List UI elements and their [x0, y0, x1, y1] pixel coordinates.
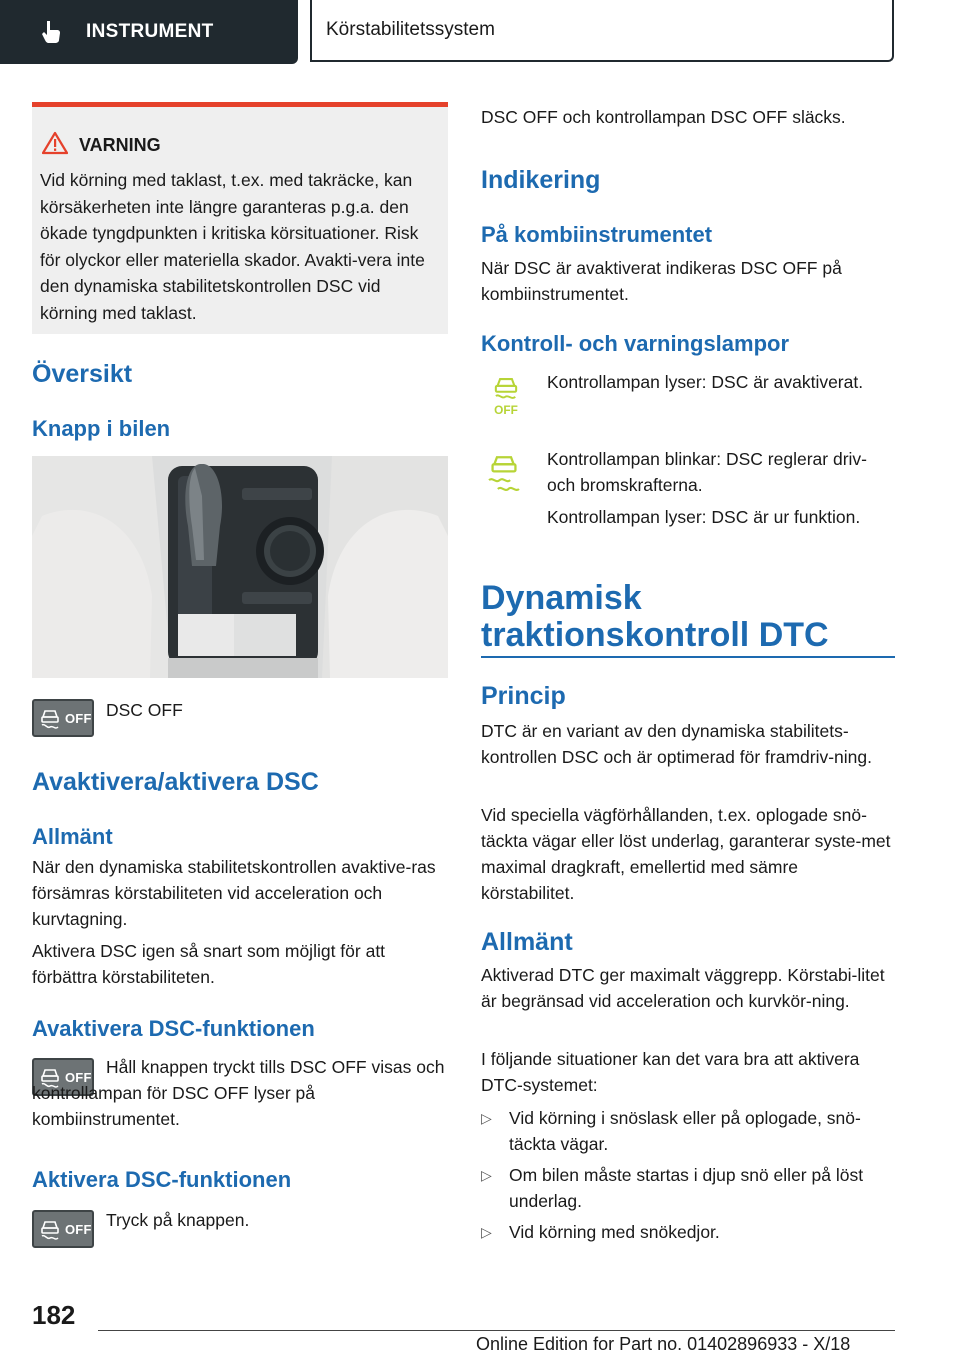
- heading-princip: Princip: [481, 682, 566, 710]
- dsc-off-indicator-lamp-icon: [484, 374, 528, 418]
- paragraph-princip-1: DTC är en variant av den dynamiska stabilitets-kontrollen DSC och är optimerad för framdriv-ning.: [481, 721, 872, 767]
- skidding-car-icon: [39, 707, 61, 731]
- heading-dtc: Dynamisk traktionskontroll DTC: [481, 579, 829, 654]
- skidding-car-icon: [39, 1218, 61, 1242]
- lamp-1-text: Kontrollampan lyser: DSC är avaktiverat.: [547, 372, 864, 392]
- heading-underline: [481, 656, 895, 658]
- warning-box: [32, 102, 448, 334]
- dsc-indicator-lamp-icon: [482, 452, 526, 496]
- heading-allmant-right: Allmänt: [481, 928, 573, 956]
- warning-text: Vid körning med taklast, t.ex. med takräcke, kan körsäkerheten inte längre garanteras p.g.a. den ökade tyngdpunkten i kritiska körsituationer. Risk för olyckor eller materiella skador. Avakti-vera inte den dynamiska stabilitetskontrollen DSC vid körning med taklast.: [40, 170, 425, 323]
- bullet-triangle-icon: ▷: [481, 1167, 492, 1183]
- heading-avaktivera-funktionen: Avaktivera DSC-funktionen: [32, 1016, 315, 1041]
- chapter-tab: [310, 0, 894, 62]
- heading-pa-kombiinstrumentet: På kombiinstrumentet: [481, 222, 713, 247]
- warning-title: VARNING: [79, 135, 161, 155]
- bullet-triangle-icon: ▷: [481, 1224, 492, 1240]
- svg-text:OFF: OFF: [494, 402, 518, 417]
- footer-edition-text: Online Edition for Part no. 01402896933 - X/18: [476, 1334, 851, 1354]
- paragraph-intro: DSC OFF och kontrollampan DSC OFF släcks.: [481, 107, 846, 127]
- dsc-off-caption: DSC OFF: [106, 700, 183, 720]
- off-label: OFF: [65, 1070, 92, 1085]
- lamp-3-text: Kontrollampan lyser: DSC är ur funktion.: [547, 507, 861, 527]
- warning-triangle-icon: [42, 131, 68, 155]
- page-number: 182: [32, 1300, 76, 1330]
- heading-indikering: Indikering: [481, 166, 601, 194]
- section-title: INSTRUMENT: [86, 21, 214, 42]
- section-tab: [0, 0, 298, 64]
- paragraph-aktivera-funktionen: Tryck på knappen.: [106, 1210, 250, 1230]
- paragraph-allmant-1: När den dynamiska stabilitetskontrollen avaktive-ras försämras körstabiliteten vid acceleration och kurvtagning.: [32, 857, 436, 929]
- heading-kontroll-varningslampor: Kontroll- och varningslampor: [481, 331, 790, 356]
- dsc-off-button-icon: [32, 699, 94, 737]
- pointing-hand-icon: [38, 19, 64, 45]
- dsc-off-button-icon: [32, 1210, 94, 1248]
- paragraph-princip-2: Vid speciella vägförhållanden, t.ex. oplogade snö-täckta vägar eller löst underlag, garanterar syste-met maximal dragkraft, emellertid med sämre körstabilitet.: [481, 805, 891, 903]
- heading-knapp-i-bilen: Knapp i bilen: [32, 416, 171, 441]
- lamp-2-text: Kontrollampan blinkar: DSC reglerar driv- och bromskrafterna.: [547, 449, 867, 495]
- paragraph-allmant-2: Aktivera DSC igen så snart som möjligt för att förbättra körstabiliteten.: [32, 941, 386, 987]
- heading-aktivera-funktionen: Aktivera DSC-funktionen: [32, 1167, 292, 1192]
- paragraph-kombi: När DSC är avaktiverat indikeras DSC OFF på kombiinstrumentet.: [481, 258, 842, 304]
- heading-oversikt: Översikt: [32, 360, 133, 388]
- off-label: OFF: [65, 1222, 92, 1237]
- paragraph-allmant-right-2: I följande situationer kan det vara bra att aktivera DTC-systemet:: [481, 1049, 860, 1095]
- center-console-photo: [32, 456, 448, 678]
- footer-divider: [98, 1330, 895, 1331]
- heading-avaktivera-aktivera-dsc: Avaktivera/aktivera DSC: [32, 768, 319, 796]
- paragraph-allmant-right-1: Aktiverad DTC ger maximalt väggrepp. Körstabi-litet är begränsad vid acceleration och kurvkör-ning.: [481, 965, 885, 1011]
- heading-allmant-left: Allmänt: [32, 824, 113, 849]
- paragraph-avaktivera-funktionen: Håll knappen tryckt tills DSC OFF visas och kontrollampan för DSC OFF lyser på kombiinstrumentet.: [32, 1057, 445, 1129]
- bullet-triangle-icon: ▷: [481, 1110, 492, 1126]
- chapter-title: Körstabilitetssystem: [326, 19, 495, 40]
- off-label: OFF: [65, 711, 92, 726]
